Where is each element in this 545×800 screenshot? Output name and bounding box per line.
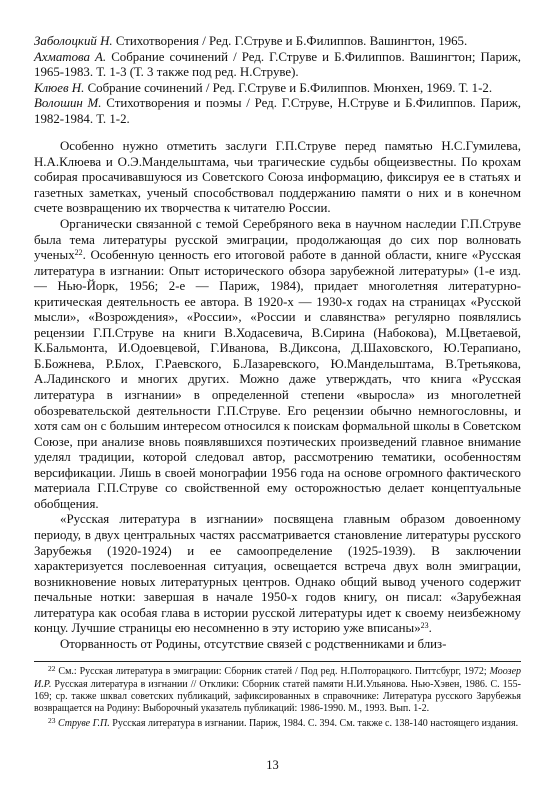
bibliography-entry <box>34 34 521 50</box>
footnote-author: Струве Г.П. <box>58 717 110 729</box>
body-paragraph <box>34 637 521 653</box>
paragraph-text: Оторванность от Родины, отсутствие связей с родственниками и близ- <box>60 636 447 651</box>
paragraph-text: Особенно нужно отметить заслуги Г.П.Струве перед памятью Н.С.Гумилева, Н.А.Клюева и О.Э.Мандельштама, чьи трагические судьбы общеизвестны. По крохам собирая просачивавшуюся из Советского Союза информацию, фиксируя ее в статьях и газетных заметках, ученый способствовал поддержанию памяти о них и в конечном счете возвращению их творчества к читателю России. <box>34 139 521 216</box>
bibliography-entry <box>34 81 521 97</box>
paragraph-text: Органически связанной с темой Серебряного века в научном наследии Г.П.Струве была тема литературы русской эмиграции, продолжающая до сих пор волновать ученых <box>34 217 521 263</box>
bibliography-text: Собрание сочинений / Ред. Г.Струве и Б.Филиппов. Вашингтон; Париж, 1965-1983. Т. 1-3 (Т. 3 также под ред. Н.Струве). <box>34 49 522 80</box>
bibliography-author: Клюев Н. <box>34 80 85 95</box>
bibliography-text: Стихотворения / Ред. Г.Струве и Б.Филиппов. Вашингтон, 1965. <box>112 34 468 48</box>
page-number: 13 <box>266 758 279 772</box>
footnote-number: 22 <box>48 664 56 674</box>
body-paragraph <box>34 139 521 217</box>
page-content <box>34 34 521 730</box>
body-paragraph <box>34 512 521 636</box>
body-paragraph <box>34 217 521 512</box>
footnote-text: Русская литература в изгнании // Отклики: Сборник статей памяти Н.И.Ульянова. Нью-Хэвен, 1986. С. 155-169; ср. также шквал советских публикаций, зафиксированных в справочнике: Литература русского Зарубежья возвращается на Родину: Выборочный указатель публикаций: 1986-1990. М., 1993. Вып. 1-2. <box>34 678 521 715</box>
footnote-number: 23 <box>48 715 56 725</box>
bibliography-entry <box>34 96 521 127</box>
footnote-author: Моозер И.Р. <box>34 666 522 690</box>
bibliography-text: Собрание сочинений / Ред. Г.Струве и Б.Филиппов. Мюнхен, 1969. Т. 1-2. <box>84 80 493 95</box>
bibliography-author: Ахматова А. <box>34 49 107 64</box>
paragraph-text: . Особенную ценность его итоговой работе в данной области, книге «Русская литература в изгнании: Опыт исторического обзора зарубежной литературы» (1-е изд. — Нью-Йорк, 1956; 2-е — Париж, 1984), придает многолетняя литературно-критическая деятельность ее автора. В 1920-х — 1930-х годах на страницах «Русской мысли», «Возрождения», «России», «России и славянства» регулярно появлялись рецензии Г.П.Струве на книги В.Ходасевича, В.Сирина (Набокова), М.Цветаевой, К.Бальмонта, И.Одоевцевой, Г.Иванова, В.Диксона, Д.Шаховского, Ю.Терапиано, Б.Божнева, Р.Блох, Г.Раевского, Б.Лазаревского, Ю.Мандельштама, В.Третьякова, А.Ладинского и многих других. Можно даже утверждать, что книга «Русская литература в изгнании» в определенной степени «выросла» из многолетней обозревательской деятельности Г.П.Струве. Его рецензии обычно немногословны, и хотя сам он с большим интересом относился к поискам формальной школы в Советском Союзе, при анализе вновь появлявшихся поэтических произведений главное внимание уделял традиции, которой следовал автор, рассмотрению тематики, особенностям версификации. Лишь в своей монографии 1956 года на основе огромного фактического материала Г.П.Струве со свойственной ему осторожностью делает концептуальные обобщения. <box>34 248 521 511</box>
paragraph-text: «Русская литература в изгнании» посвящена главным образом довоенному периоду, в двух центральных частях рассматривается становление литературы русского Зарубежья (1920-1924) и ее самоопределение (1925-1939). В заключении характеризуется послевоенная ситуация, освещается встреча двух волн эмиграции, возникновение новых литературных центров. Однако общий вывод ученого содержит печальные нотки: завершая в начале 1950-х годов книгу, он писал: «Зарубежная литература как особая глава в истории русской литературы идет к своему неизбежному концу. Лучшие страницы ею несомненно в эту историю уже вписаны» <box>34 512 521 636</box>
footnote-reference[interactable]: 22 <box>74 248 83 258</box>
footnote <box>34 715 521 730</box>
footnotes <box>34 661 521 729</box>
bibliography-author: Заболоцкий Н. <box>34 34 113 48</box>
bibliography-list <box>34 34 521 127</box>
footnote-text: См.: Русская литература в эмиграции: Сборник статей / Под ред. Н.Полторацкого. Питтсбург, 1972; <box>58 666 490 678</box>
body-text <box>34 139 521 652</box>
bibliography-text: Стихотворения и поэмы / Ред. Г.Струве, Н.Струве и Б.Филиппов. Париж, 1982-1984. Т. 1-2. <box>34 96 522 126</box>
footnote-reference[interactable]: 23 <box>420 621 429 631</box>
footnote <box>34 666 521 715</box>
bibliography-entry <box>34 50 521 81</box>
paragraph-text: . <box>428 621 432 636</box>
bibliography-author: Волошин М. <box>34 96 102 111</box>
footnote-text: Русская литература в изгнании. Париж, 1984. С. 394. См. также с. 138-140 настоящего издания. <box>109 717 519 729</box>
